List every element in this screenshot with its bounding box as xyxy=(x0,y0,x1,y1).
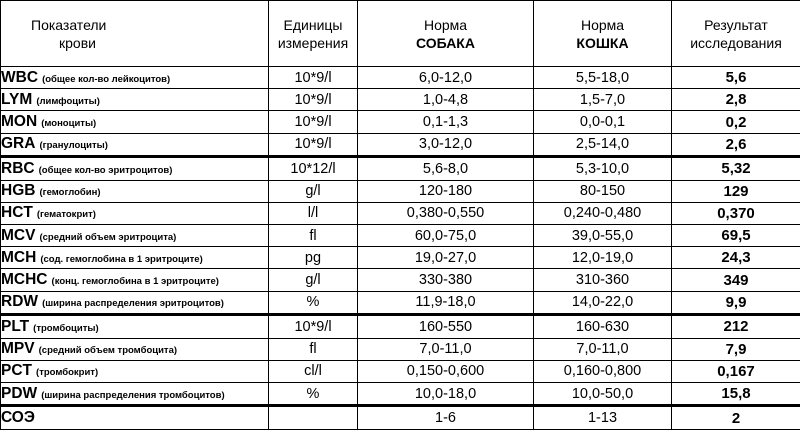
table-row xyxy=(1,406,800,430)
table-row xyxy=(1,180,800,202)
norm-dog-cell: 7,0-11,0 xyxy=(358,338,534,360)
result-cell: 129 xyxy=(672,180,800,202)
unit-cell: g/l xyxy=(269,269,358,291)
table-row xyxy=(1,157,800,180)
norm-cat-cell: 310-360 xyxy=(534,269,672,291)
indicator-cell xyxy=(1,291,269,314)
indicator-cell xyxy=(1,202,269,224)
table-row xyxy=(1,338,800,360)
result-cell: 2,6 xyxy=(672,133,800,156)
header-norm-cat-line2: КОШКА xyxy=(576,34,629,51)
unit-cell: % xyxy=(269,291,358,314)
unit-cell: 10*9/l xyxy=(269,67,358,89)
header-norm-dog-line2: СОБАКА xyxy=(416,34,475,51)
indicator-cell xyxy=(1,89,269,111)
table-row xyxy=(1,269,800,291)
header-indicator-line1: Показатели xyxy=(31,16,107,33)
result-cell: 5,32 xyxy=(672,157,800,180)
indicator-description: (лимфоциты) xyxy=(36,95,100,107)
indicator-description: (гранулоциты) xyxy=(39,140,108,152)
norm-cat-cell: 10,0-50,0 xyxy=(534,382,672,405)
table-row xyxy=(1,202,800,224)
indicator-abbr: MCV xyxy=(1,226,36,244)
indicator-description: (общее кол-во лейкоцитов) xyxy=(42,73,171,85)
indicator-abbr: GRA xyxy=(1,135,36,153)
indicator-abbr: RDW xyxy=(1,293,39,311)
header-units xyxy=(269,1,358,67)
indicator-cell xyxy=(1,338,269,360)
norm-cat-cell: 80-150 xyxy=(534,180,672,202)
indicator-cell xyxy=(1,157,269,180)
norm-cat-cell: 0,0-0,1 xyxy=(534,111,672,133)
norm-cat-cell: 1-13 xyxy=(534,406,672,430)
norm-cat-cell: 1,5-7,0 xyxy=(534,89,672,111)
table-row xyxy=(1,247,800,269)
norm-cat-cell: 14,0-22,0 xyxy=(534,291,672,314)
indicator-description: (гемоглобин) xyxy=(39,187,101,199)
norm-dog-cell: 330-380 xyxy=(358,269,534,291)
header-result xyxy=(672,1,800,67)
result-cell: 5,6 xyxy=(672,67,800,89)
indicator-description: (конц. гемоглобина в 1 эритроците) xyxy=(51,276,219,288)
norm-dog-cell: 10,0-18,0 xyxy=(358,382,534,405)
norm-cat-cell: 7,0-11,0 xyxy=(534,338,672,360)
indicator-cell xyxy=(1,111,269,133)
header-norm-dog-line1: Норма xyxy=(423,16,468,33)
indicator-cell xyxy=(1,133,269,156)
unit-cell: 10*9/l xyxy=(269,89,358,111)
table-row xyxy=(1,291,800,314)
unit-cell: % xyxy=(269,382,358,405)
table-row xyxy=(1,111,800,133)
table-body xyxy=(1,67,800,430)
indicator-cell xyxy=(1,180,269,202)
norm-dog-cell: 1-6 xyxy=(358,406,534,430)
table-row xyxy=(1,224,800,246)
indicator-cell xyxy=(1,247,269,269)
unit-cell: cl/l xyxy=(269,360,358,382)
indicator-description: (ширина распределения эритроцитов) xyxy=(42,298,224,310)
indicator-cell xyxy=(1,406,269,430)
indicator-description: (тромбоциты) xyxy=(33,322,99,334)
result-cell: 9,9 xyxy=(672,291,800,314)
header-units-line1: Единицы xyxy=(283,16,343,33)
indicator-cell xyxy=(1,67,269,89)
norm-cat-cell: 2,5-14,0 xyxy=(534,133,672,156)
norm-cat-cell: 39,0-55,0 xyxy=(534,224,672,246)
table-row xyxy=(1,315,800,338)
table-row xyxy=(1,89,800,111)
indicator-description: (средний объем эритроцита) xyxy=(39,231,177,243)
indicator-abbr: PDW xyxy=(1,384,38,402)
result-cell: 349 xyxy=(672,269,800,291)
norm-dog-cell: 120-180 xyxy=(358,180,534,202)
norm-dog-cell: 0,380-0,550 xyxy=(358,202,534,224)
result-cell: 15,8 xyxy=(672,382,800,405)
header-units-line2: измерения xyxy=(277,34,349,51)
header-result-line1: Результат xyxy=(704,16,768,33)
norm-dog-cell: 0,150-0,600 xyxy=(358,360,534,382)
indicator-abbr: MCH xyxy=(1,248,37,266)
norm-cat-cell: 12,0-19,0 xyxy=(534,247,672,269)
indicator-description: (гематокрит) xyxy=(36,209,96,221)
indicator-cell xyxy=(1,224,269,246)
result-cell: 2 xyxy=(672,406,800,430)
unit-cell: fl xyxy=(269,338,358,360)
indicator-abbr: MCHC xyxy=(1,271,48,289)
table-row xyxy=(1,360,800,382)
result-cell: 69,5 xyxy=(672,224,800,246)
norm-cat-cell: 0,160-0,800 xyxy=(534,360,672,382)
header-norm-dog xyxy=(358,1,534,67)
norm-dog-cell: 3,0-12,0 xyxy=(358,133,534,156)
table-row xyxy=(1,382,800,405)
indicator-cell xyxy=(1,269,269,291)
indicator-cell xyxy=(1,315,269,338)
result-cell: 212 xyxy=(672,315,800,338)
indicator-abbr: MPV xyxy=(1,340,35,358)
result-cell: 7,9 xyxy=(672,338,800,360)
unit-cell: pg xyxy=(269,247,358,269)
table-row xyxy=(1,67,800,89)
norm-dog-cell: 11,9-18,0 xyxy=(358,291,534,314)
result-cell: 2,8 xyxy=(672,89,800,111)
unit-cell: g/l xyxy=(269,180,358,202)
result-cell: 0,370 xyxy=(672,202,800,224)
indicator-description: (моноциты) xyxy=(41,118,97,130)
unit-cell: 10*9/l xyxy=(269,111,358,133)
norm-dog-cell: 19,0-27,0 xyxy=(358,247,534,269)
norm-cat-cell: 5,3-10,0 xyxy=(534,157,672,180)
indicator-description: (общее кол-во эритроцитов) xyxy=(38,164,173,176)
indicator-abbr: PLT xyxy=(1,317,30,335)
indicator-abbr: HCT xyxy=(1,204,33,222)
header-row xyxy=(1,1,800,67)
header-indicator-line2: крови xyxy=(59,34,96,51)
norm-dog-cell: 1,0-4,8 xyxy=(358,89,534,111)
norm-dog-cell: 160-550 xyxy=(358,315,534,338)
indicator-abbr: LYM xyxy=(1,90,33,108)
unit-cell: 10*9/l xyxy=(269,133,358,156)
indicator-description: (тромбокрит) xyxy=(36,367,99,379)
header-indicator xyxy=(1,1,269,67)
indicator-description: (ширина распределения тромбоцитов) xyxy=(41,389,225,401)
indicator-abbr: MON xyxy=(1,113,38,131)
indicator-abbr: RBC xyxy=(1,159,35,177)
unit-cell xyxy=(269,406,358,430)
result-cell: 0,167 xyxy=(672,360,800,382)
norm-dog-cell: 0,1-1,3 xyxy=(358,111,534,133)
unit-cell: fl xyxy=(269,224,358,246)
unit-cell: 10*12/l xyxy=(269,157,358,180)
header-result-line2: исследования xyxy=(690,34,782,51)
indicator-description: (сод. гемоглобина в 1 эритроците) xyxy=(40,253,203,265)
unit-cell: 10*9/l xyxy=(269,315,358,338)
header-norm-cat-line1: Норма xyxy=(580,16,625,33)
unit-cell: l/l xyxy=(269,202,358,224)
indicator-cell xyxy=(1,382,269,405)
indicator-description: (средний объем тромбоцита) xyxy=(38,345,178,357)
norm-dog-cell: 5,6-8,0 xyxy=(358,157,534,180)
norm-dog-cell: 6,0-12,0 xyxy=(358,67,534,89)
indicator-abbr: WBC xyxy=(1,68,39,86)
indicator-abbr: PCT xyxy=(1,362,32,380)
norm-cat-cell: 0,240-0,480 xyxy=(534,202,672,224)
norm-cat-cell: 160-630 xyxy=(534,315,672,338)
indicator-abbr: СОЭ xyxy=(1,409,35,427)
result-cell: 24,3 xyxy=(672,247,800,269)
indicator-abbr: HGB xyxy=(1,182,36,200)
indicator-cell xyxy=(1,360,269,382)
norm-cat-cell: 5,5-18,0 xyxy=(534,67,672,89)
result-cell: 0,2 xyxy=(672,111,800,133)
norm-dog-cell: 60,0-75,0 xyxy=(358,224,534,246)
header-norm-cat xyxy=(534,1,672,67)
table-row xyxy=(1,133,800,156)
